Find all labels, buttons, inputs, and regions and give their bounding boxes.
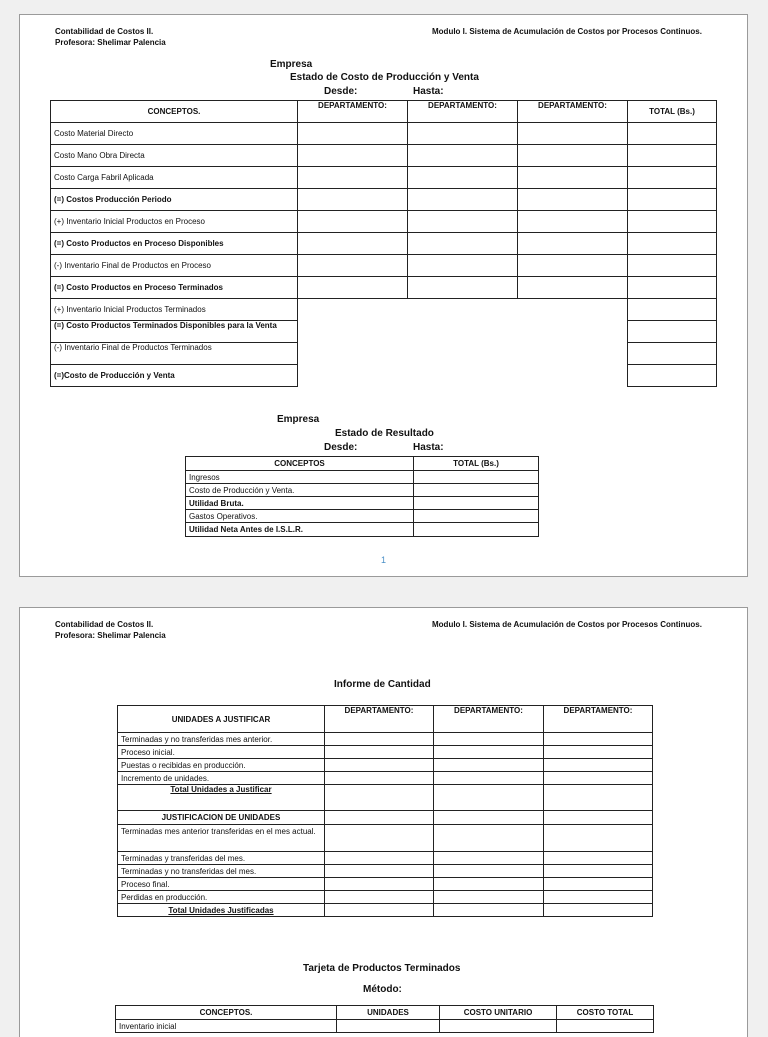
cell[interactable] (414, 471, 539, 484)
cell[interactable] (325, 733, 434, 746)
cell[interactable] (544, 811, 653, 825)
cell[interactable] (518, 123, 628, 145)
blank (298, 365, 628, 387)
cell[interactable] (544, 746, 653, 759)
table-row: (-) Inventario Final de Productos Terminados (51, 343, 298, 365)
cell[interactable] (298, 255, 408, 277)
quantity-report-title: Informe de Cantidad (334, 679, 431, 690)
cell[interactable] (325, 878, 434, 891)
col-header-dept-1: DEPARTAMENTO: (325, 706, 434, 733)
method-label: Método: (363, 984, 402, 995)
cell[interactable] (408, 189, 518, 211)
cell[interactable] (434, 825, 544, 852)
col-header-conceptos: CONCEPTOS (186, 457, 414, 471)
table-row: Costo de Producción y Venta. (186, 484, 414, 497)
blank (298, 343, 628, 365)
cell[interactable] (544, 733, 653, 746)
cell[interactable] (414, 510, 539, 523)
cost-statement-table (50, 100, 717, 387)
cell[interactable] (298, 167, 408, 189)
table-row: (=) Costo Productos en Proceso Disponibles (51, 233, 298, 255)
desde-label-2: Desde: (324, 442, 358, 453)
table-row: Terminadas y no transferidas mes anterior. (118, 733, 325, 746)
cell[interactable] (434, 904, 544, 917)
income-statement-table (185, 456, 539, 537)
module-title: Modulo I. Sistema de Acumulación de Costos por Procesos Continuos. (432, 27, 702, 36)
cell[interactable] (298, 277, 408, 299)
table-row: Proceso inicial. (118, 746, 325, 759)
table-row: Costo Mano Obra Directa (51, 145, 298, 167)
cell[interactable] (298, 233, 408, 255)
cell[interactable] (518, 145, 628, 167)
cell[interactable] (628, 233, 717, 255)
table-row: (=)Costo de Producción y Venta (51, 365, 298, 387)
cell[interactable] (544, 891, 653, 904)
cell[interactable] (544, 878, 653, 891)
col-header-dept-2: DEPARTAMENTO: (434, 706, 544, 733)
cell[interactable] (518, 167, 628, 189)
table-row: Incremento de unidades. (118, 772, 325, 785)
cell[interactable] (434, 878, 544, 891)
cell[interactable] (325, 811, 434, 825)
cell[interactable] (434, 785, 544, 811)
statement-title: Estado de Costo de Producción y Venta (290, 72, 479, 83)
cell[interactable] (628, 167, 717, 189)
cell[interactable] (544, 852, 653, 865)
table-row: (-) Inventario Final de Productos en Proceso (51, 255, 298, 277)
col-header-dept-1: DEPARTAMENTO: (298, 101, 408, 123)
cell[interactable] (434, 891, 544, 904)
cell[interactable] (628, 343, 717, 365)
col-header-conceptos: CONCEPTOS. (51, 101, 298, 123)
table-row: (+) Inventario Inicial Productos Terminados (51, 299, 298, 321)
total-row: Total Unidades a Justificar (118, 785, 325, 811)
cell[interactable] (408, 255, 518, 277)
cell[interactable] (628, 277, 717, 299)
cell[interactable] (544, 759, 653, 772)
cell[interactable] (434, 759, 544, 772)
cell[interactable] (298, 145, 408, 167)
table-row: Terminadas y transferidas del mes. (118, 852, 325, 865)
table-row: Ingresos (186, 471, 414, 484)
cell[interactable] (325, 904, 434, 917)
cell[interactable] (628, 145, 717, 167)
finished-products-table (115, 1005, 654, 1033)
cell[interactable] (518, 189, 628, 211)
table-row: Puestas o recibidas en producción. (118, 759, 325, 772)
table-row: Terminadas y no transferidas del mes. (118, 865, 325, 878)
cell[interactable] (408, 277, 518, 299)
cell[interactable] (544, 865, 653, 878)
cell[interactable] (628, 321, 717, 343)
cell[interactable] (325, 785, 434, 811)
blank (298, 321, 628, 343)
table-row: Perdidas en producción. (118, 891, 325, 904)
cell[interactable] (518, 255, 628, 277)
cell[interactable] (628, 211, 717, 233)
cell[interactable] (325, 865, 434, 878)
table-row: Proceso final. (118, 878, 325, 891)
finished-products-title: Tarjeta de Productos Terminados (303, 963, 461, 974)
desde-label: Desde: (324, 86, 358, 97)
hasta-label-2: Hasta: (413, 442, 444, 453)
table-row: Terminadas mes anterior transferidas en el mes actual. (118, 825, 325, 852)
col-header-total-cost: COSTO TOTAL (557, 1006, 654, 1020)
table-row: Costo Material Directo (51, 123, 298, 145)
cell[interactable] (518, 233, 628, 255)
header-left (55, 619, 166, 641)
table-row: Utilidad Bruta. (186, 497, 414, 510)
cell[interactable] (298, 123, 408, 145)
cell[interactable] (408, 211, 518, 233)
cell[interactable] (557, 1020, 654, 1033)
table-row: (=) Costo Productos en Proceso Terminados (51, 277, 298, 299)
col-header-units: UNIDADES (337, 1006, 440, 1020)
hasta-label: Hasta: (413, 86, 444, 97)
cell[interactable] (518, 211, 628, 233)
table-row: Utilidad Neta Antes de I.S.L.R. (186, 523, 414, 537)
cell[interactable] (414, 484, 539, 497)
col-header-conceptos: CONCEPTOS. (116, 1006, 337, 1020)
cell[interactable] (518, 277, 628, 299)
page-1 (19, 14, 748, 577)
cell[interactable] (628, 189, 717, 211)
course-name: Contabilidad de Costos II. (55, 620, 154, 629)
course-name: Contabilidad de Costos II. (55, 27, 154, 36)
cell[interactable] (325, 759, 434, 772)
company-label-2: Empresa (277, 414, 320, 425)
cell[interactable] (414, 523, 539, 537)
cell[interactable] (544, 785, 653, 811)
col-header-total: TOTAL (Bs.) (628, 101, 717, 123)
cell[interactable] (544, 825, 653, 852)
section-header: JUSTIFICACION DE UNIDADES (118, 811, 325, 825)
cell[interactable] (434, 746, 544, 759)
blank (298, 299, 628, 321)
col-header-dept-2: DEPARTAMENTO: (408, 101, 518, 123)
cell[interactable] (325, 825, 434, 852)
col-header-dept-3: DEPARTAMENTO: (544, 706, 653, 733)
cell[interactable] (408, 167, 518, 189)
cell[interactable] (325, 852, 434, 865)
table-row: (=) Costo Productos Terminados Disponibles para la Venta (51, 321, 298, 343)
professor-name: Profesora: Shelimar Palencia (55, 38, 166, 47)
header-left (55, 26, 166, 48)
table-row: Costo Carga Fabril Aplicada (51, 167, 298, 189)
income-statement-title: Estado de Resultado (335, 428, 434, 439)
cell[interactable] (325, 891, 434, 904)
cell[interactable] (544, 904, 653, 917)
cell[interactable] (337, 1020, 440, 1033)
col-header-total: TOTAL (Bs.) (414, 457, 539, 471)
cell[interactable] (434, 865, 544, 878)
cell[interactable] (628, 123, 717, 145)
cell[interactable] (325, 746, 434, 759)
cell[interactable] (434, 772, 544, 785)
cell[interactable] (628, 365, 717, 387)
cell[interactable] (325, 772, 434, 785)
module-title: Modulo I. Sistema de Acumulación de Costos por Procesos Continuos. (432, 620, 702, 629)
cell[interactable] (434, 733, 544, 746)
cell[interactable] (434, 811, 544, 825)
table-row: (+) Inventario Inicial Productos en Proceso (51, 211, 298, 233)
total-row: Total Unidades Justificadas (118, 904, 325, 917)
quantity-report-table (117, 705, 653, 917)
cell[interactable] (408, 145, 518, 167)
cell[interactable] (408, 123, 518, 145)
col-header-units: UNIDADES A JUSTIFICAR (118, 706, 325, 733)
cell[interactable] (544, 772, 653, 785)
col-header-unit-cost: COSTO UNITARIO (440, 1006, 557, 1020)
professor-name: Profesora: Shelimar Palencia (55, 631, 166, 640)
cell[interactable] (298, 189, 408, 211)
page-2 (19, 607, 748, 1037)
cell[interactable] (440, 1020, 557, 1033)
cell[interactable] (298, 211, 408, 233)
page-number: 1 (380, 555, 386, 565)
table-row: Gastos Operativos. (186, 510, 414, 523)
cell[interactable] (434, 852, 544, 865)
table-row: (=) Costos Producción Periodo (51, 189, 298, 211)
cell[interactable] (628, 255, 717, 277)
cell[interactable] (628, 299, 717, 321)
cell[interactable] (414, 497, 539, 510)
table-row: Inventario inicial (116, 1020, 337, 1033)
col-header-dept-3: DEPARTAMENTO: (518, 101, 628, 123)
cell[interactable] (408, 233, 518, 255)
company-label: Empresa (270, 59, 313, 70)
